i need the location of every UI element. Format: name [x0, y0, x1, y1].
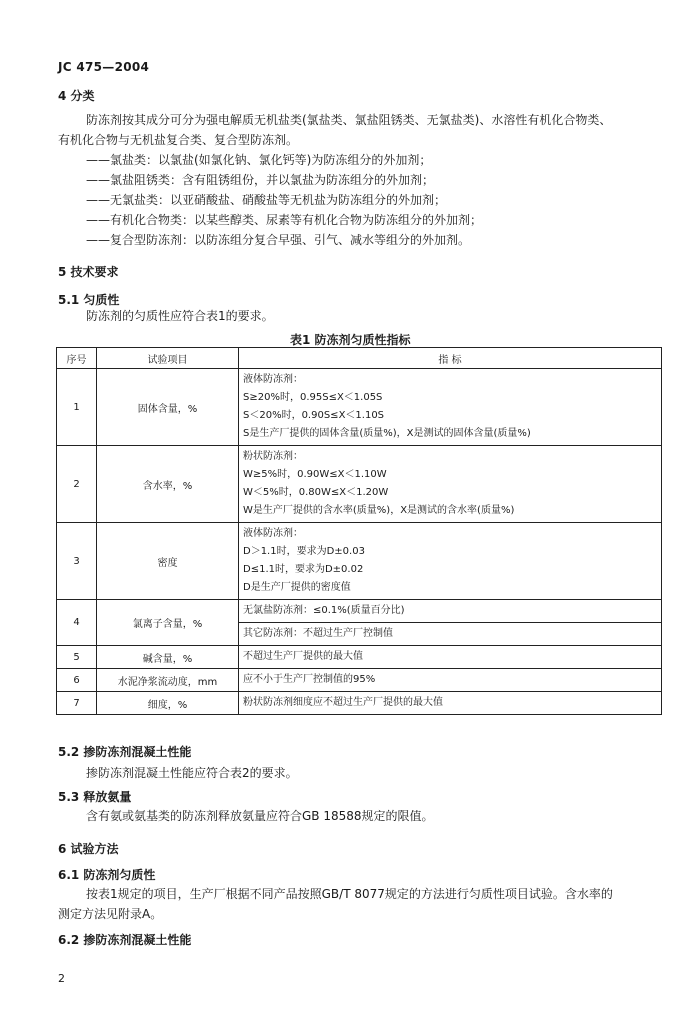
- classification-item: ——氯盐阻锈类：含有阻锈组份，并以氯盐为防冻组分的外加剂；: [86, 173, 435, 187]
- test-item: 水泥净浆流动度，mm: [97, 669, 239, 692]
- table-row: [57, 369, 662, 446]
- row-number: 4: [57, 600, 97, 646]
- section-4-para-line2: 有机化合物与无机盐复合类、复合型防冻剂。: [58, 133, 299, 147]
- section-6-title: 6 试验方法: [58, 842, 119, 856]
- requirement-block: 不超过生产厂提供的最大值: [243, 651, 363, 662]
- classification-item: ——有机化合物类：以某些醇类、尿素等有机化合物为防冻组分的外加剂；: [86, 213, 483, 227]
- requirement-line: S≥20%时，0.95S≤X＜1.05S: [243, 392, 383, 403]
- requirement-block: 其它防冻剂：不超过生产厂控制值: [239, 622, 661, 645]
- table-1-title: 表1 防冻剂匀质性指标: [290, 333, 411, 347]
- requirement-line: S＜20%时，0.90S≤X＜1.10S: [243, 410, 385, 421]
- row-number: 6: [57, 669, 97, 692]
- section-5-3-text: 含有氨或氨基类的防冻剂释放氨量应符合GB 18588规定的限值。: [86, 809, 434, 823]
- requirement-line: S是生产厂提供的固体含量(质量%)，X是测试的固体含量(质量%): [243, 428, 531, 439]
- section-6-1-text-line1: 按表1规定的项目，生产厂根据不同产品按照GB/T 8077规定的方法进行匀质性项目试验。含水率的: [86, 887, 613, 901]
- page-number: 2: [58, 972, 65, 985]
- test-item: 密度: [97, 523, 239, 600]
- section-4-para-line1: 防冻剂按其成分可分为强电解质无机盐类(氯盐类、氯盐阻锈类、无氯盐类)、水溶性有机化合物类、: [86, 113, 612, 127]
- requirement-block: 粉状防冻剂细度应不超过生产厂提供的最大值: [243, 697, 443, 708]
- test-item: 固体含量，%: [97, 369, 239, 446]
- requirement-line: 液体防冻剂：: [243, 528, 303, 539]
- test-item: 细度，%: [97, 692, 239, 715]
- requirement-block: [239, 523, 661, 599]
- requirement: [239, 646, 662, 669]
- requirement-block: [239, 446, 661, 522]
- requirement-block: 应不小于生产厂控制值的95%: [243, 674, 376, 685]
- uniformity-table: [56, 347, 662, 715]
- section-5-1-text: 防冻剂的匀质性应符合表1的要求。: [86, 309, 274, 323]
- table-row: [57, 646, 662, 669]
- requirement-line: W≥5%时，0.90W≤X＜1.10W: [243, 469, 387, 480]
- requirement-line: W是生产厂提供的含水率(质量%)，X是测试的含水率(质量%): [243, 505, 515, 516]
- header-item: 试验项目: [97, 348, 239, 369]
- row-number: 3: [57, 523, 97, 600]
- requirement-block: [239, 369, 661, 445]
- requirement-line: W＜5%时，0.80W≤X＜1.20W: [243, 487, 389, 498]
- requirement: [239, 692, 662, 715]
- classification-item: ——复合型防冻剂：以防冻组分复合早强、引气、减水等组分的外加剂。: [86, 233, 471, 247]
- section-6-1-title: 6.1 防冻剂匀质性: [58, 868, 156, 882]
- header-no: 序号: [57, 348, 97, 369]
- header-requirement: 指 标: [239, 348, 662, 369]
- requirement: [239, 669, 662, 692]
- requirement: [239, 523, 662, 600]
- section-5-1-title: 5.1 匀质性: [58, 293, 120, 307]
- section-5-2-text: 掺防冻剂混凝土性能应符合表2的要求。: [86, 766, 298, 780]
- classification-item: ——无氯盐类：以亚硝酸盐、硝酸盐等无机盐为防冻组分的外加剂；: [86, 193, 447, 207]
- table-row: [57, 669, 662, 692]
- test-item: 氯离子含量，%: [97, 600, 239, 646]
- requirement-line: 液体防冻剂：: [243, 374, 303, 385]
- section-6-1-text-line2: 测定方法见附录A。: [58, 907, 163, 921]
- requirement-line: 粉状防冻剂：: [243, 451, 303, 462]
- requirement: [239, 369, 662, 446]
- table-row: [57, 600, 662, 646]
- section-5-3-title: 5.3 释放氨量: [58, 790, 132, 804]
- classification-item: ——氯盐类：以氯盐(如氯化钠、氯化钙等)为防冻组分的外加剂；: [86, 153, 432, 167]
- requirement: [239, 600, 662, 646]
- test-item: 含水率，%: [97, 446, 239, 523]
- row-number: 7: [57, 692, 97, 715]
- table-row: [57, 446, 662, 523]
- requirement-line: D≤1.1时，要求为D±0.02: [243, 564, 364, 575]
- requirement: [239, 446, 662, 523]
- section-5-title: 5 技术要求: [58, 265, 119, 279]
- table-header-row: [57, 348, 662, 369]
- table-row: [57, 523, 662, 600]
- requirement-block: 无氯盐防冻剂：≤0.1%(质量百分比): [243, 605, 405, 616]
- requirement-line: D是生产厂提供的密度值: [243, 582, 351, 593]
- document-code: JC 475—2004: [58, 60, 150, 74]
- row-number: 5: [57, 646, 97, 669]
- row-number: 1: [57, 369, 97, 446]
- table-row: [57, 692, 662, 715]
- test-item: 碱含量，%: [97, 646, 239, 669]
- requirement-line: D＞1.1时，要求为D±0.03: [243, 546, 365, 557]
- section-4-title: 4 分类: [58, 89, 95, 103]
- section-6-2-title: 6.2 掺防冻剂混凝土性能: [58, 933, 192, 947]
- section-5-2-title: 5.2 掺防冻剂混凝土性能: [58, 745, 192, 759]
- row-number: 2: [57, 446, 97, 523]
